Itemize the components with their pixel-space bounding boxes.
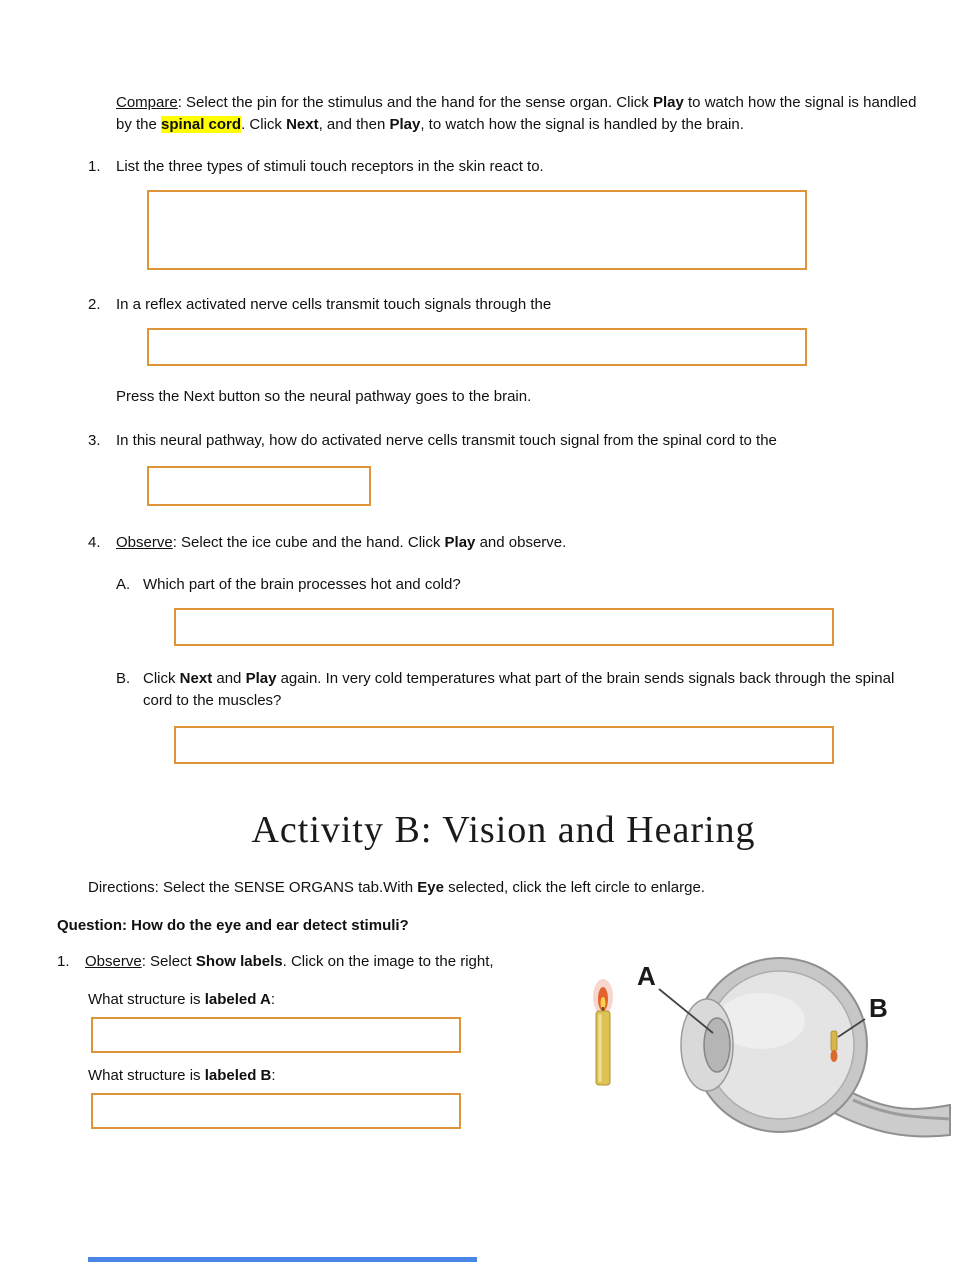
question-heading: Question: How do the eye and ear detect stimuli? — [57, 917, 409, 935]
question-number: 3. — [88, 432, 101, 449]
question-b1-text — [85, 951, 525, 973]
directions-line — [88, 877, 868, 899]
text-run: and — [212, 670, 246, 687]
question-body — [116, 430, 918, 506]
text-run: Directions: Select the SENSE ORGANS tab.With — [88, 879, 418, 897]
answer-box-label-b[interactable] — [91, 1093, 461, 1129]
question-body — [116, 294, 918, 408]
text-run: : — [271, 1067, 276, 1085]
question-1-text: List the three types of stimuli touch receptors in the skin react to. — [116, 158, 544, 175]
question-3-text: In this neural pathway, how do activated nerve cells transmit touch signal from the spinal cord to the — [116, 432, 777, 449]
question-4-text — [116, 532, 918, 554]
question-2-note: Press the Next button so the neural pathway goes to the brain. — [116, 388, 532, 405]
text-run: : — [270, 991, 276, 1009]
play-bold: Play — [444, 534, 476, 551]
labeled-b-bold: labeled B — [204, 1067, 272, 1085]
question-4a-text: Which part of the brain processes hot and cold? — [143, 576, 461, 593]
observe-label: Observe — [85, 953, 142, 971]
text-run: again. In very cold temperatures what part of the brain sends signals back through the spinal cord to the muscles? — [143, 670, 895, 709]
question-4b — [116, 668, 918, 764]
question-number: 1. — [88, 158, 101, 175]
question-body — [116, 532, 918, 764]
question-4 — [88, 532, 919, 764]
question-3 — [88, 430, 919, 506]
show-labels-bold: Show labels — [195, 953, 283, 971]
sub-letter: A. — [116, 576, 131, 593]
lens — [704, 1018, 730, 1072]
compare-instructions — [116, 92, 919, 136]
text-run: : Select — [141, 953, 196, 971]
spinal-cord-highlight: spinal cord — [161, 116, 242, 133]
candle-illustration — [593, 979, 613, 1085]
question-1 — [88, 156, 919, 270]
question-2-text: In a reflex activated nerve cells transmit touch signals through the — [116, 296, 552, 313]
blue-bar — [88, 1257, 477, 1262]
question-number: 1. — [57, 953, 70, 971]
next-bold: Next — [286, 116, 319, 133]
labeled-a-bold: labeled A — [204, 991, 271, 1009]
inverted-candle-body — [831, 1031, 837, 1051]
candle-body — [596, 1011, 610, 1085]
inverted-flame — [831, 1050, 838, 1062]
text-run: What structure is — [88, 991, 205, 1009]
text-run: to watch how the signal is handled by the — [116, 94, 917, 133]
text-run: Click — [143, 670, 180, 687]
label-a-text: A — [637, 961, 656, 991]
answer-box-q4a[interactable] — [174, 608, 834, 646]
answer-box-label-a[interactable] — [91, 1017, 461, 1053]
text-run: and observe. — [475, 534, 567, 551]
question-number: 4. — [88, 534, 101, 551]
answer-box-q2[interactable] — [147, 328, 807, 366]
question-body — [85, 951, 525, 973]
eye-bold: Eye — [417, 879, 444, 897]
question-4b-text — [143, 668, 913, 712]
answer-box-q4b[interactable] — [174, 726, 834, 764]
question-4a — [116, 574, 918, 646]
text-run: . Click on the image to the right, — [282, 953, 494, 971]
sub-body — [143, 574, 913, 646]
question-2 — [88, 294, 919, 408]
eye-diagram — [565, 945, 965, 1150]
answer-box-q3[interactable] — [147, 466, 371, 506]
retinal-image — [831, 1031, 838, 1062]
play-bold: Play — [245, 670, 277, 687]
question-number: 2. — [88, 296, 101, 313]
text-run: : Select the pin for the stimulus and the hand for the sense organ. Click — [177, 94, 653, 111]
text-run: , and then — [318, 116, 390, 133]
answer-box-q1[interactable] — [147, 190, 807, 270]
label-b-text: B — [869, 993, 888, 1023]
text-run: What structure is — [88, 1067, 205, 1085]
next-bold: Next — [179, 670, 213, 687]
text-run: selected, click the left circle to enlarge. — [444, 879, 705, 897]
candle-highlight — [599, 1014, 602, 1082]
sub-letter: B. — [116, 670, 131, 687]
text-run: : Select the ice cube and the hand. Click — [172, 534, 445, 551]
observe-label: Observe — [116, 534, 173, 551]
sub-body — [143, 668, 913, 764]
eye-cross-section — [681, 958, 950, 1137]
play-bold: Play — [389, 116, 421, 133]
text-run: . Click — [241, 116, 287, 133]
question-body — [116, 156, 918, 270]
play-bold: Play — [652, 94, 684, 111]
activity-b-heading: Activity B: Vision and Hearing — [251, 809, 756, 851]
text-run: , to watch how the signal is handled by the brain. — [420, 116, 744, 133]
compare-label: Compare — [116, 94, 178, 111]
